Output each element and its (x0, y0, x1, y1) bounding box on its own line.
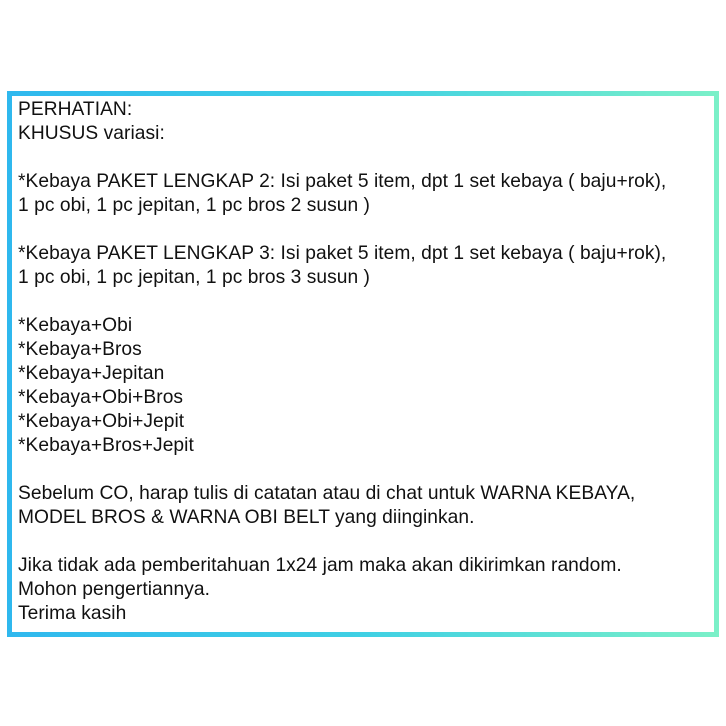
variant-item: *Kebaya+Obi+Jepit (18, 411, 185, 432)
closing-line-2: Mohon pengertiannya. (18, 579, 210, 600)
paket-3-line-2: 1 pc obi, 1 pc jepitan, 1 pc bros 3 susun ) (18, 267, 370, 288)
closing-line-3: Terima kasih (18, 603, 127, 624)
variant-item: *Kebaya+Bros+Jepit (18, 435, 194, 456)
paket-3-line-1: *Kebaya PAKET LENGKAP 3: Isi paket 5 item, dpt 1 set kebaya ( baju+rok), (18, 243, 667, 264)
variant-item: *Kebaya+Jepitan (18, 363, 165, 384)
notice-subtitle: KHUSUS variasi: (18, 123, 165, 144)
spacer (18, 146, 714, 170)
notice-title: PERHATIAN: (18, 99, 133, 120)
spacer (18, 218, 714, 242)
variant-item: *Kebaya+Bros (18, 339, 142, 360)
paket-2-line-2: 1 pc obi, 1 pc jepitan, 1 pc bros 2 susun ) (18, 195, 370, 216)
paket-2-line-1: *Kebaya PAKET LENGKAP 2: Isi paket 5 item, dpt 1 set kebaya ( baju+rok), (18, 171, 667, 192)
instruction-line-2: MODEL BROS & WARNA OBI BELT yang diinginkan. (18, 507, 475, 528)
spacer (18, 458, 714, 482)
spacer (18, 530, 714, 554)
notice-content (12, 96, 714, 632)
spacer (18, 290, 714, 314)
notice-card (7, 91, 719, 637)
instruction-line-1: Sebelum CO, harap tulis di catatan atau di chat untuk WARNA KEBAYA, (18, 483, 636, 504)
variant-item: *Kebaya+Obi+Bros (18, 387, 184, 408)
closing-line-1: Jika tidak ada pemberitahuan 1x24 jam maka akan dikirimkan random. (18, 555, 622, 576)
variant-item: *Kebaya+Obi (18, 315, 133, 336)
